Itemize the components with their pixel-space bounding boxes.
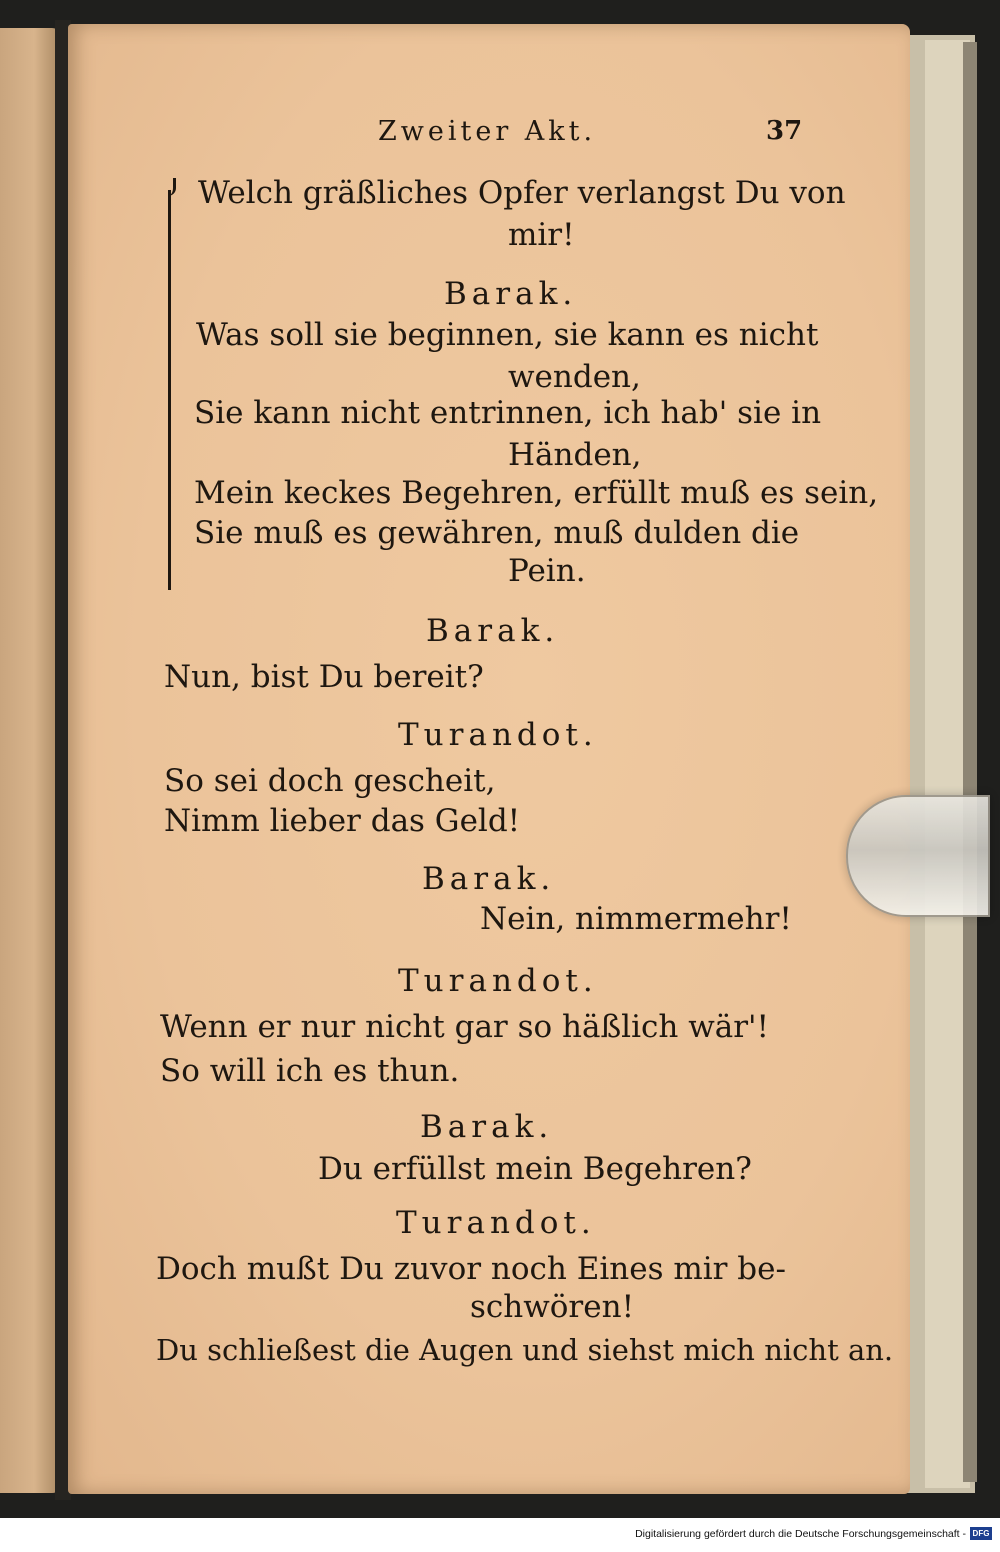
verse-line: Was soll sie beginnen, sie kann es nicht	[196, 317, 819, 353]
verse-line: So sei doch gescheit,	[164, 763, 496, 799]
credit-text: Digitalisierung gefördert durch die Deutsche Forschungsgemeinschaft -	[635, 1528, 966, 1540]
speaker-name: Turandot.	[398, 717, 598, 753]
speaker-name: Barak.	[444, 276, 578, 312]
verse-line: Sie kann nicht entrinnen, ich hab' sie in	[194, 395, 822, 431]
verse-line: Händen,	[508, 437, 642, 473]
verse-line: Nun, bist Du bereit?	[164, 659, 484, 695]
left-page-edge	[0, 28, 62, 1493]
verse-line: wenden,	[508, 359, 641, 395]
verse-line: Du schließest die Augen und siehst mich nicht an.	[156, 1333, 894, 1367]
verse-line: Wenn er nur nicht gar so häßlich wär'!	[160, 1009, 770, 1045]
verse-line: Welch gräßliches Opfer verlangst Du von	[198, 175, 846, 211]
cover-edge	[963, 42, 977, 1482]
verse-line: So will ich es thun.	[160, 1053, 460, 1089]
speaker-name: Barak.	[420, 1109, 554, 1145]
verse-brace	[168, 190, 183, 590]
verse-line: Mein keckes Begehren, erfüllt muß es sein,	[194, 475, 879, 511]
speaker-name: Turandot.	[396, 1205, 596, 1241]
speaker-name: Barak.	[426, 613, 560, 649]
verse-line: Doch mußt Du zuvor noch Eines mir be-	[156, 1251, 786, 1287]
page-number: 37	[766, 116, 803, 146]
verse-line: Nimm lieber das Geld!	[164, 803, 521, 839]
speaker-name: Turandot.	[398, 963, 598, 999]
running-head: Zweiter Akt.	[378, 116, 597, 147]
digitization-credit-bar	[0, 1518, 1000, 1552]
verse-line: mir!	[508, 217, 575, 253]
speaker-name: Barak.	[422, 861, 556, 897]
verse-line: Nein, nimmermehr!	[480, 901, 792, 937]
verse-line: schwören!	[470, 1289, 635, 1325]
verse-line: Du erfüllst mein Begehren?	[318, 1151, 752, 1187]
page-clip	[846, 795, 990, 917]
dfg-logo-icon: DFG	[970, 1527, 992, 1540]
verse-line: Pein.	[508, 553, 586, 589]
verse-line: Sie muß es gewähren, muß dulden die	[194, 515, 800, 551]
